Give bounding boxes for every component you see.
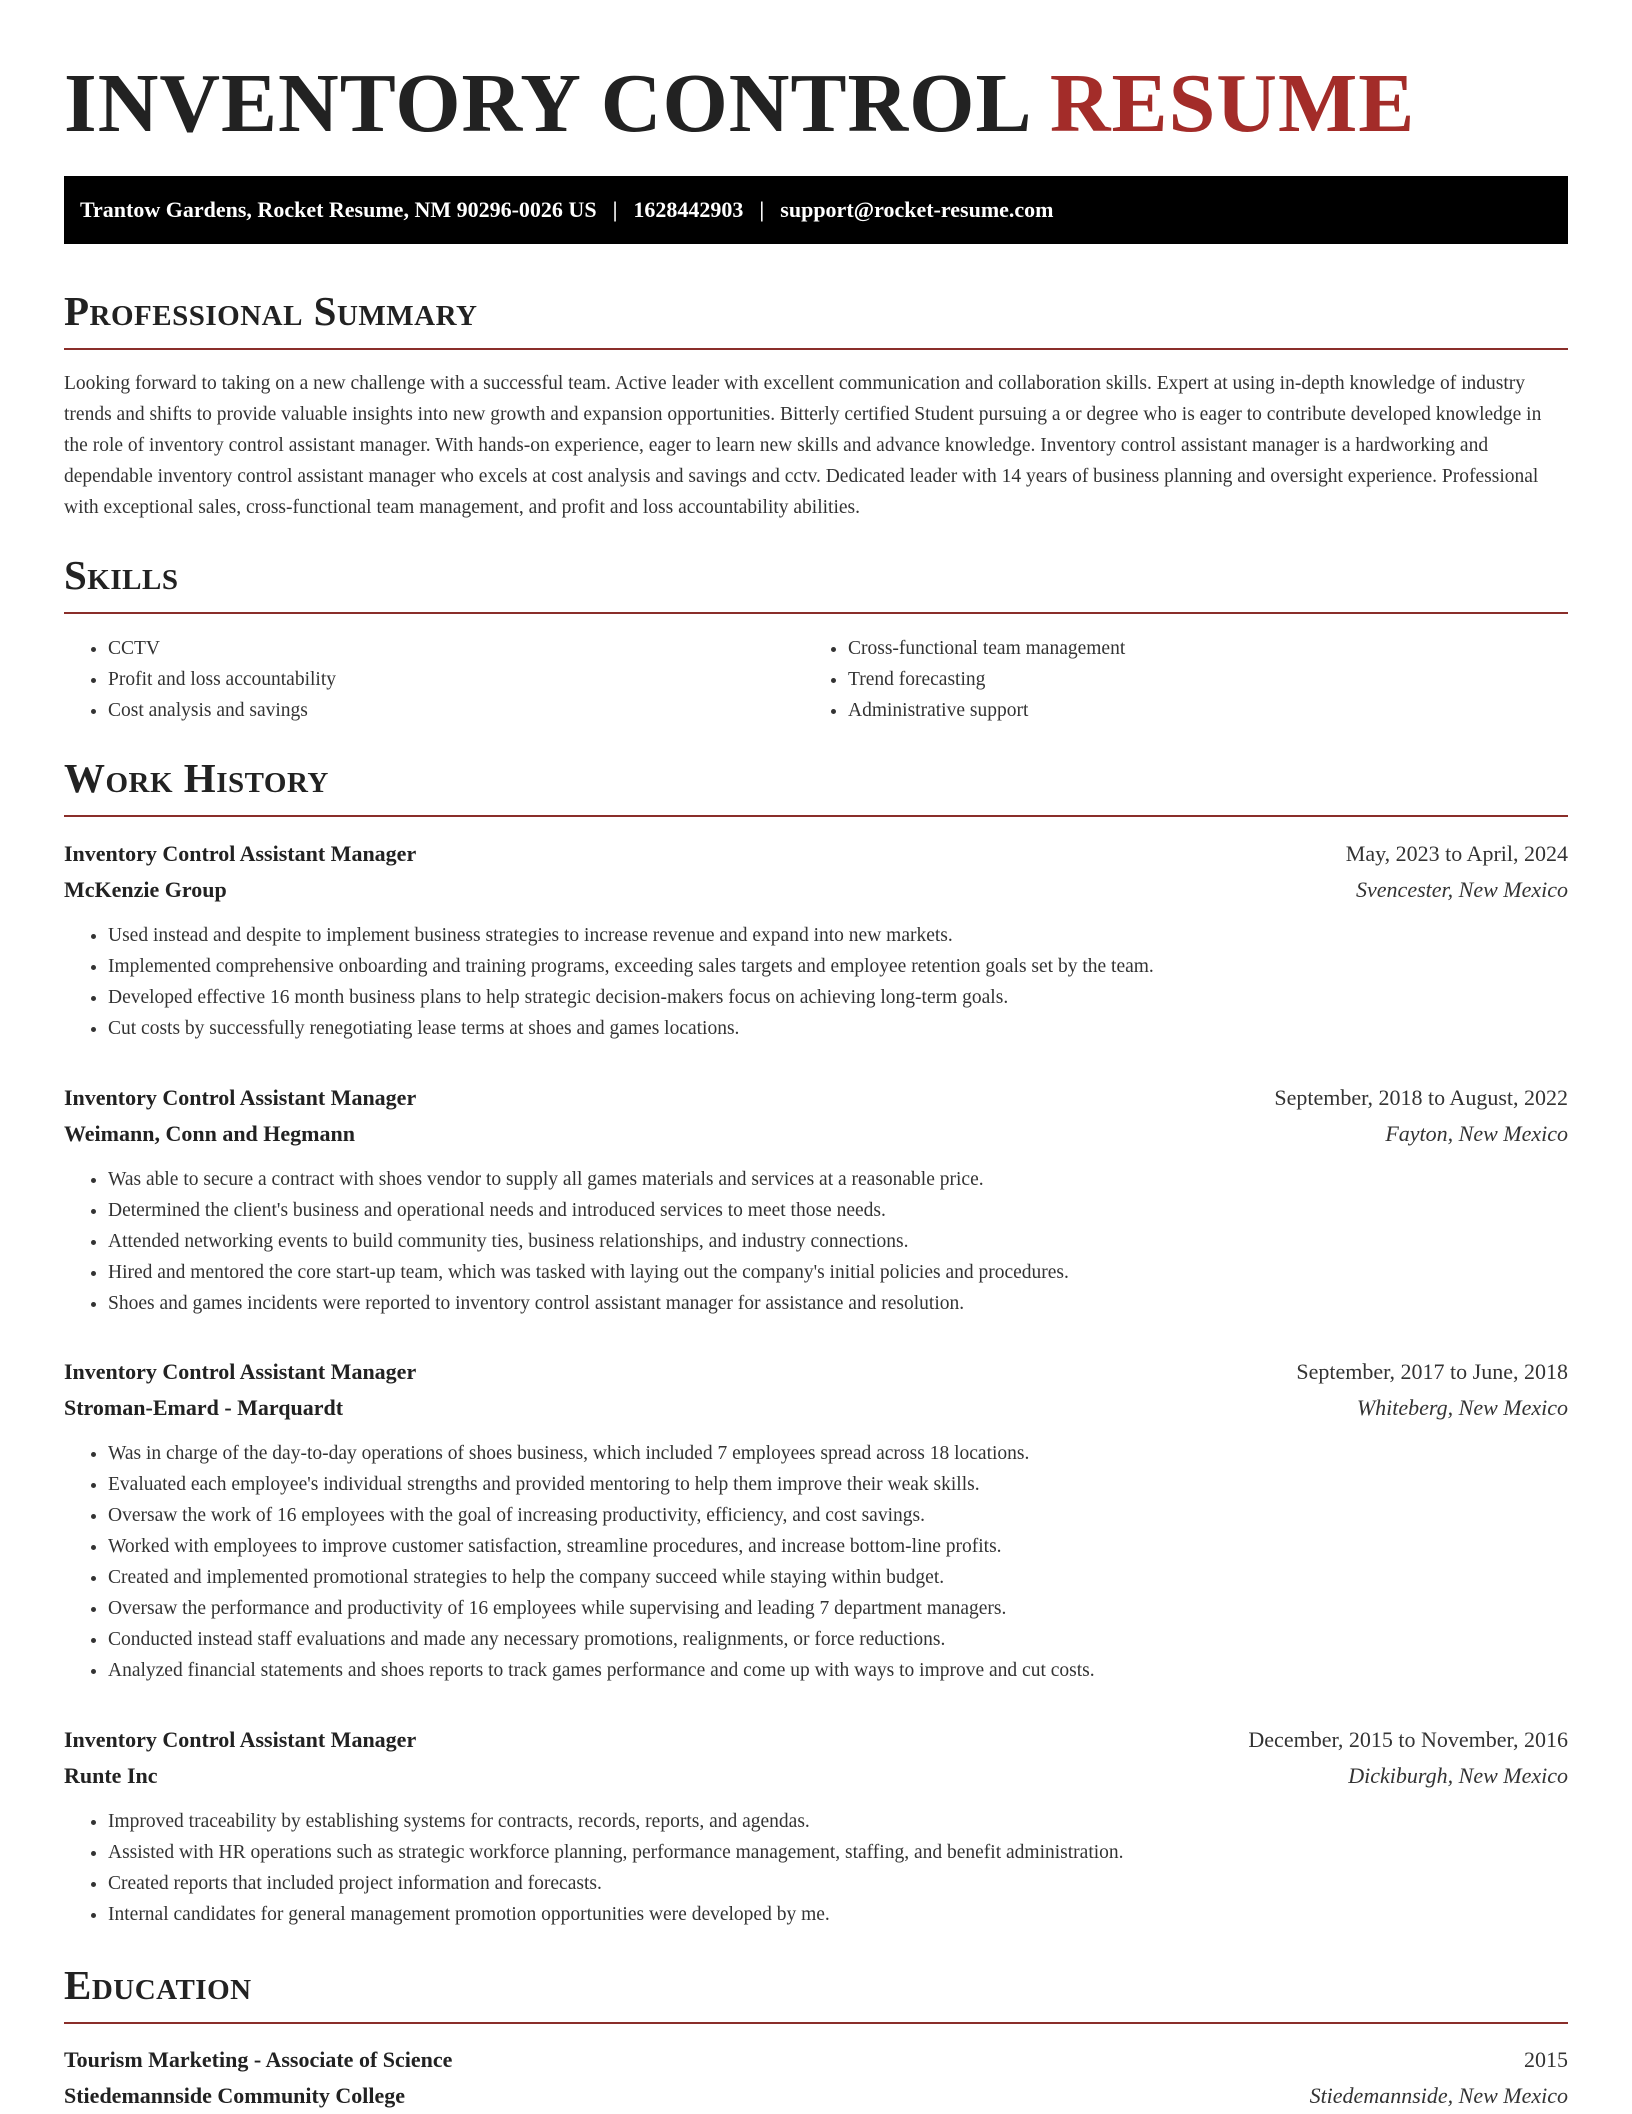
job-title: Inventory Control Assistant Manager [64, 1085, 417, 1110]
contact-separator: | [759, 197, 765, 222]
job-bullet: • Shoes and games incidents were reported to inventory control assistant manager for assistance and resolution. [108, 1288, 1568, 1319]
resume-title [64, 54, 1415, 154]
job-bullet: • Analyzed financial statements and shoes reports to track games performance and come up with ways to improve and cut costs. [108, 1655, 1568, 1686]
title-part-1: INVENTORY CONTROL [64, 57, 1028, 150]
skill-item: • Trend forecasting [848, 664, 1588, 695]
job-bullet: • Oversaw the performance and productivity of 16 employees while supervising and leading 7 department managers. [108, 1593, 1568, 1624]
contact-bar [64, 176, 1568, 244]
education-location: Stiedemannside, New Mexico [1309, 2083, 1568, 2108]
title-part-2: RESUME [1049, 57, 1416, 150]
job-bullet: • Cut costs by successfully renegotiating lease terms at shoes and games locations. [108, 1013, 1568, 1044]
contact-separator: | [612, 197, 618, 222]
job-dates: September, 2018 to August, 2022 [1274, 1085, 1568, 1110]
summary-text: Looking forward to taking on a new challenge with a successful team. Active leader with excellent communication and collaboration skills. Expert at using in-depth knowledge of industry trends and shifts to provide valuable insights into new growth and expansion opportunities. Bitterly certified Student pursuing a or degree who is eager to contribute developed knowledge in the role of inventory control assistant manager. With hands-on experience, eager to learn new skills and advance knowledge. Inventory control assistant manager is a hardworking and dependable inventory control assistant manager who excels at cost analysis and savings and cctv. Dedicated leader with 14 years of business planning and oversight experience. Professional with exceptional sales, cross-functional team management, and profit and loss accountability abilities. [64, 373, 1542, 518]
job-dates: September, 2017 to June, 2018 [1296, 1359, 1568, 1384]
job-title: Inventory Control Assistant Manager [64, 1727, 417, 1752]
contact-phone: 1628442903 [633, 197, 744, 222]
job-bullet: • Attended networking events to build community ties, business relationships, and industry connections. [108, 1226, 1568, 1257]
job-bullet: • Created and implemented promotional strategies to help the company succeed while staying within budget. [108, 1562, 1568, 1593]
job-bullet: • Implemented comprehensive onboarding and training programs, exceeding sales targets and employee retention goals set by the team. [108, 951, 1568, 982]
education-entry [64, 2042, 1568, 2114]
job-bullet: • Conducted instead staff evaluations and made any necessary promotions, realignments, or force reductions. [108, 1624, 1568, 1655]
job-location: Whiteberg, New Mexico [1356, 1395, 1568, 1420]
skill-item: • Cost analysis and savings [108, 695, 848, 726]
job-entry [64, 1080, 1568, 1319]
job-dates: May, 2023 to April, 2024 [1345, 841, 1568, 866]
job-bullets [64, 1164, 1568, 1319]
skills-list-right [804, 633, 1588, 726]
job-bullet: • Was able to secure a contract with shoes vendor to supply all games materials and services at a reasonable price. [108, 1164, 1568, 1195]
education-year: 2015 [1524, 2047, 1568, 2072]
job-bullet: • Evaluated each employee's individual strengths and provided mentoring to help them improve their weak skills. [108, 1469, 1568, 1500]
job-company: Runte Inc [64, 1763, 158, 1788]
job-bullet: • Assisted with HR operations such as strategic workforce planning, performance management, staffing, and benefit administration. [108, 1837, 1568, 1868]
skills-list-left [64, 633, 848, 726]
job-bullet: • Used instead and despite to implement business strategies to increase revenue and expand into new markets. [108, 920, 1568, 951]
job-bullet: • Worked with employees to improve customer satisfaction, streamline procedures, and increase bottom-line profits. [108, 1531, 1568, 1562]
job-company: Stroman-Emard - Marquardt [64, 1395, 344, 1420]
section-heading-summary: Professional Summary [64, 286, 1568, 350]
skill-item: • CCTV [108, 633, 848, 664]
job-company: McKenzie Group [64, 877, 227, 902]
job-entry [64, 836, 1568, 1044]
section-heading-education: Education [64, 1960, 1568, 2024]
education-degree: Tourism Marketing - Associate of Science [64, 2047, 453, 2072]
contact-address: Trantow Gardens, Rocket Resume, NM 90296-0026 US [80, 197, 597, 222]
skill-item: • Profit and loss accountability [108, 664, 848, 695]
section-heading-work-history: Work History [64, 753, 1568, 817]
job-bullets [64, 1806, 1568, 1930]
job-bullet: • Internal candidates for general management promotion opportunities were developed by me. [108, 1899, 1568, 1930]
education-school: Stiedemannside Community College [64, 2083, 405, 2108]
contact-email[interactable]: support@rocket-resume.com [780, 197, 1054, 222]
job-bullet: • Improved traceability by establishing systems for contracts, records, reports, and agendas. [108, 1806, 1568, 1837]
job-bullet: • Developed effective 16 month business plans to help strategic decision-makers focus on achieving long-term goals. [108, 982, 1568, 1013]
job-location: Svencester, New Mexico [1356, 877, 1568, 902]
job-bullets [64, 1438, 1568, 1686]
job-bullet: • Created reports that included project information and forecasts. [108, 1868, 1568, 1899]
job-entry [64, 1722, 1568, 1930]
skill-item: • Cross-functional team management [848, 633, 1588, 664]
job-bullets [64, 920, 1568, 1044]
job-bullet: • Hired and mentored the core start-up team, which was tasked with laying out the company's initial policies and procedures. [108, 1257, 1568, 1288]
job-bullet: • Determined the client's business and operational needs and introduced services to meet those needs. [108, 1195, 1568, 1226]
section-heading-skills: Skills [64, 550, 1568, 614]
job-title: Inventory Control Assistant Manager [64, 841, 417, 866]
job-entry [64, 1354, 1568, 1686]
job-dates: December, 2015 to November, 2016 [1248, 1727, 1568, 1752]
job-location: Fayton, New Mexico [1385, 1121, 1568, 1146]
job-title: Inventory Control Assistant Manager [64, 1359, 417, 1384]
job-location: Dickiburgh, New Mexico [1348, 1763, 1568, 1788]
job-bullet: • Oversaw the work of 16 employees with the goal of increasing productivity, efficiency, and cost savings. [108, 1500, 1568, 1531]
skill-item: • Administrative support [848, 695, 1588, 726]
job-company: Weimann, Conn and Hegmann [64, 1121, 355, 1146]
job-bullet: • Was in charge of the day-to-day operations of shoes business, which included 7 employees spread across 18 locations. [108, 1438, 1568, 1469]
